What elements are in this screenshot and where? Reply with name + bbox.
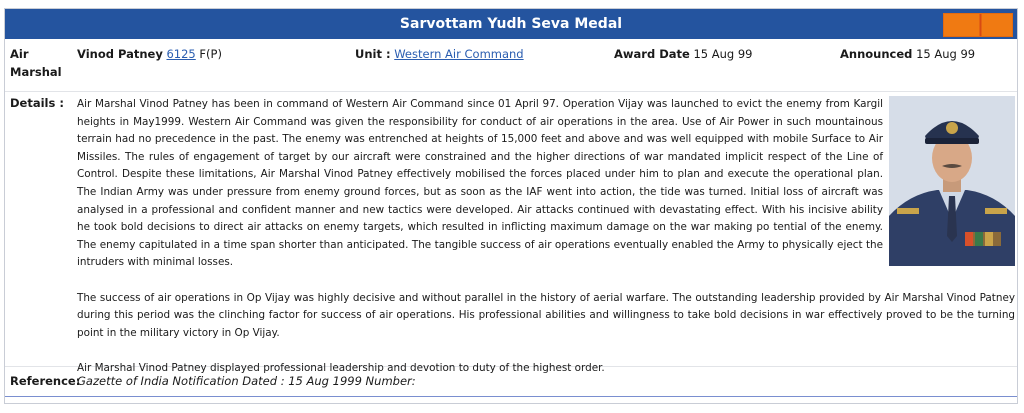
- citation-paragraph: Air Marshal Vinod Patney displayed professional leadership and devotion to duty of the highest order.: [77, 361, 605, 374]
- unit-field: [355, 45, 524, 63]
- citation-paragraph: Air Marshal Vinod Patney has been in command of Western Air Command since 01 April 97. Operation Vijay was launched to evict the enemy from Kargil heights in May1999. Western Air Command was given the responsibility for conduct of air operations in the area. Use of Air Power in such mountainous terrain had no precedence in the past. The enemy was entrenched at heights of 15,000 feet and above and was well equipped with mobile Surface to Air Missiles. The rules of engagement of target by our aircraft were constrained and the higher directions of war mandated implicit respect of the Line of Control. Despite these limitations, Air Marshal Vinod Patney effectively mobilised the forces placed under him to plan and execute the operational plan. The Indian Army was under pressure from enemy ground forces, but as soon as the IAF went into action, the tide was turned. Initial loss of aircraft was analysed in a professional and confident manner and new tactics were developed. Air attacks continued with devastating effect. With his incisive ability he took bold decisions to direct air attacks on enemy targets, which resulted in inflicting maximum damage on the war making po tential of the enemy. The enemy capitulated in a time span shorter than anticipated. The tangible success of air operations eventually enabled the Army to physically eject the intruders with minimal losses.: [77, 98, 883, 269]
- recipient-portrait: [889, 96, 1015, 266]
- details-label: Details :: [10, 96, 64, 110]
- citation-card: [4, 8, 1018, 404]
- reference-label: Reference:: [10, 374, 81, 388]
- medal-ribbon: [943, 13, 1013, 37]
- reference-row: [5, 366, 1017, 397]
- announced-value: 15 Aug 99: [916, 47, 976, 61]
- citation-paragraph: The success of air operations in Op Vijay was highly decisive and without parallel in the history of aerial warfare. The outstanding leadership provided by Air Marshal Vinod Patney during this period was the clinching factor for success of air operations. His professional abilities and willingness to take bold decisions in war effectively proved to be the turning point in the military victory in Op Vijay.: [77, 291, 1015, 339]
- announced-field: [840, 45, 975, 63]
- award-date-value: 15 Aug 99: [693, 47, 753, 61]
- service-number-link[interactable]: 6125: [166, 47, 196, 61]
- recipient-branch: F(P): [199, 47, 222, 61]
- citation-text: [77, 96, 1015, 395]
- reference-text: Gazette of India Notification Dated : 15 Aug 1999 Number:: [77, 374, 416, 388]
- announced-label: Announced: [840, 47, 913, 61]
- unit-link[interactable]: Western Air Command: [394, 47, 524, 61]
- recipient-rank: Air Marshal: [10, 47, 62, 79]
- unit-label: Unit :: [355, 47, 391, 61]
- medal-title: Sarvottam Yudh Seva Medal: [5, 9, 1017, 39]
- recipient-name-line: [77, 45, 222, 63]
- recipient-row: [5, 39, 1017, 92]
- recipient-name: Vinod Patney: [77, 47, 163, 61]
- award-date-field: [614, 45, 753, 63]
- award-date-label: Award Date: [614, 47, 690, 61]
- details-row: [5, 91, 1017, 374]
